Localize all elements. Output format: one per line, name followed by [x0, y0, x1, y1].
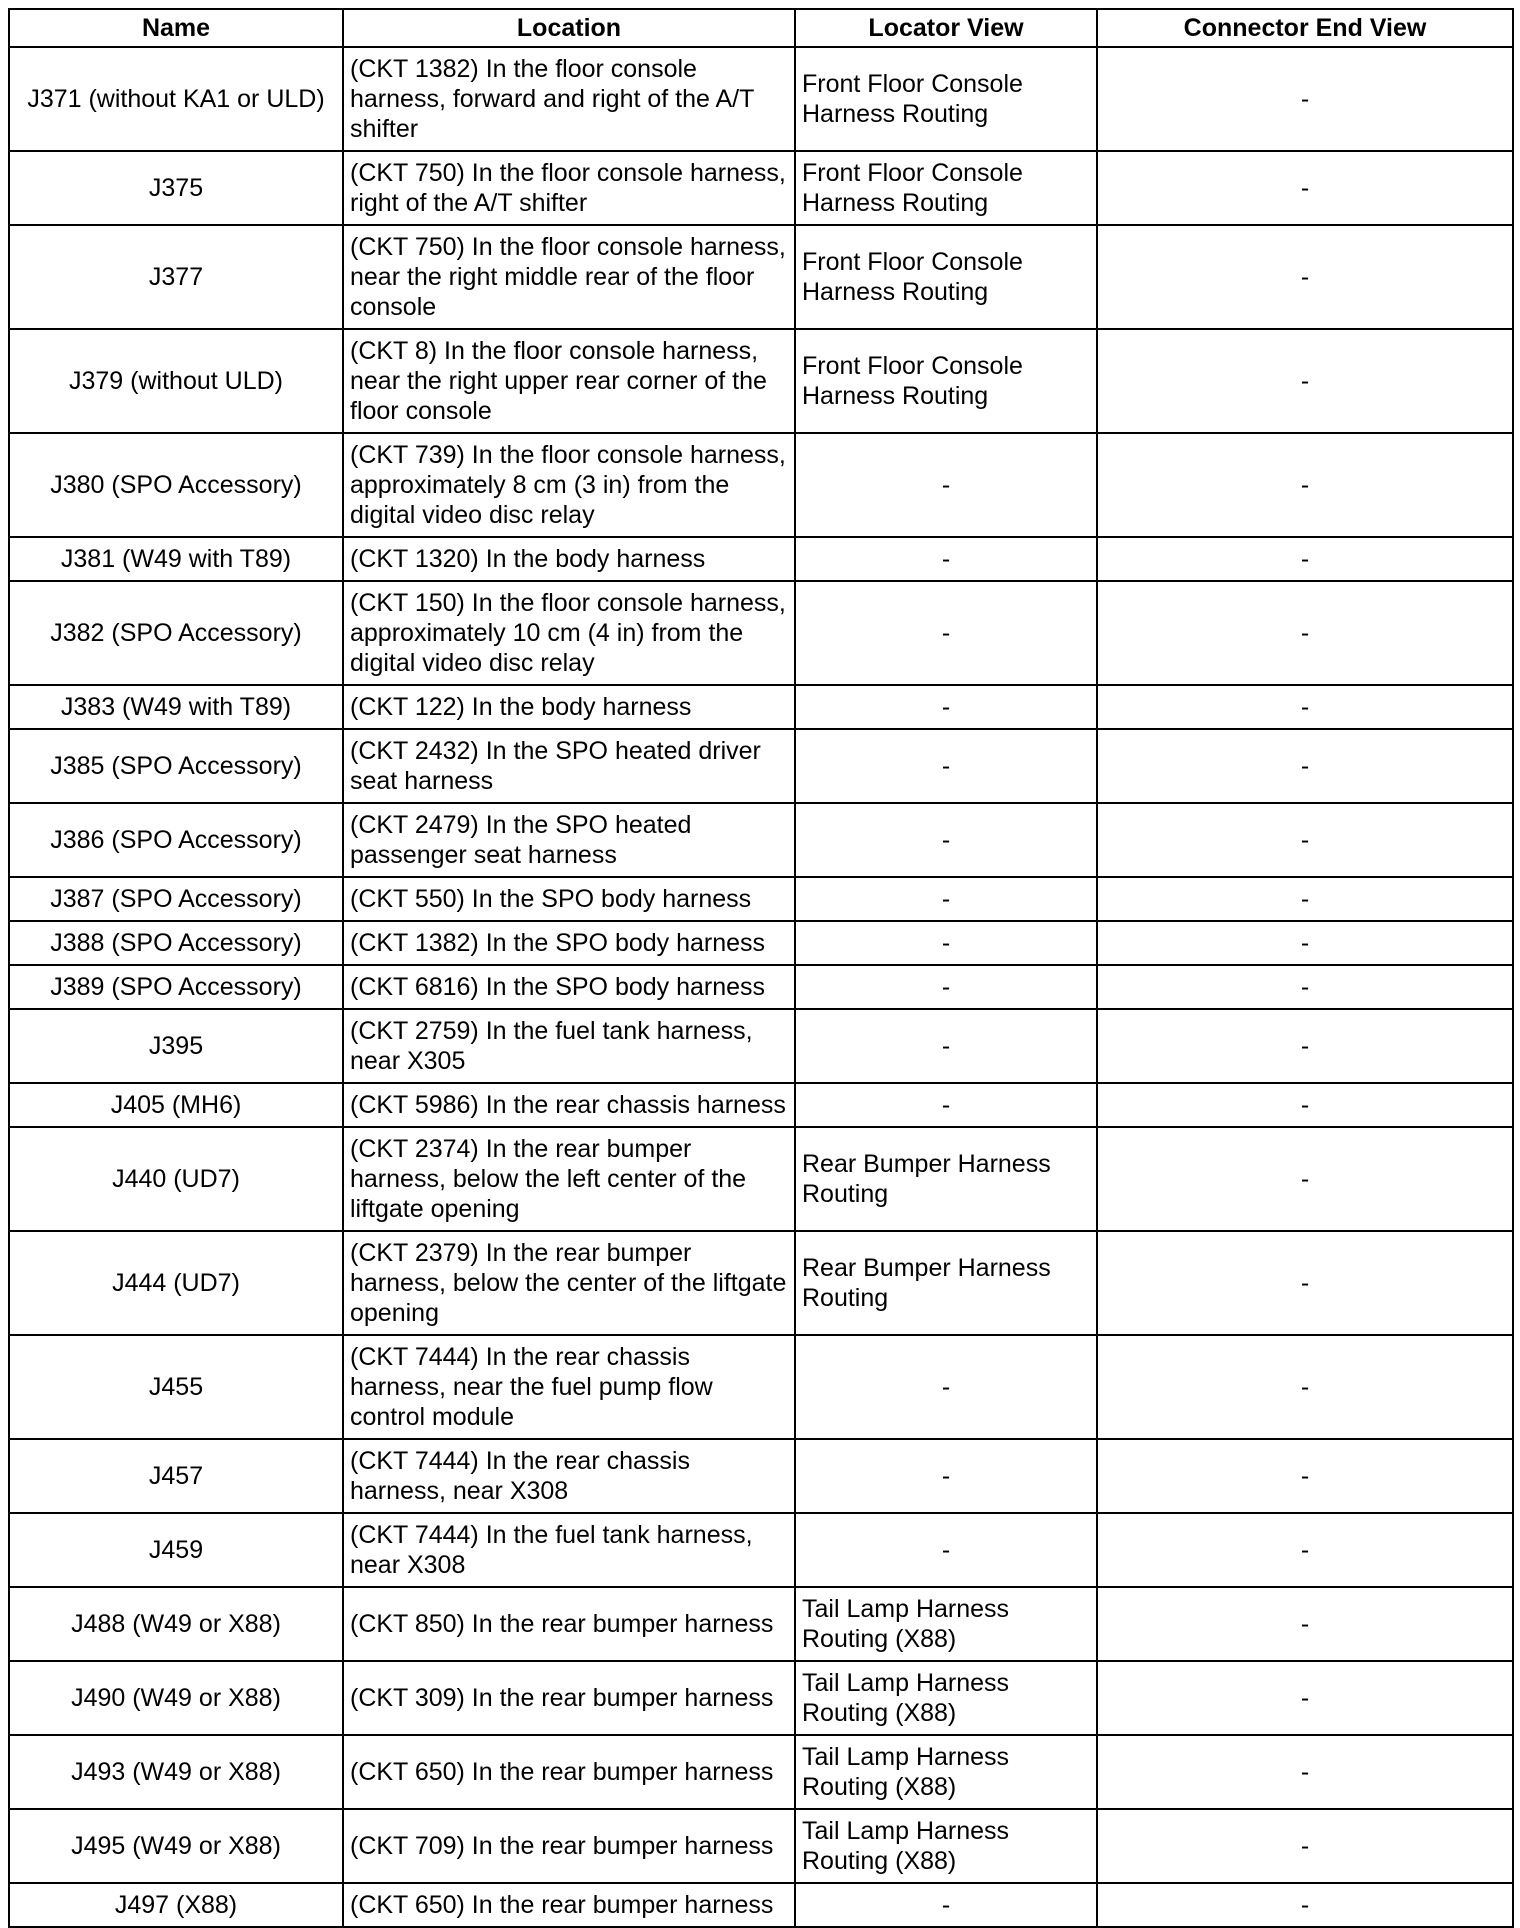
cell-locator-view: - — [795, 1439, 1097, 1513]
cell-location: (CKT 850) In the rear bumper harness — [343, 1587, 795, 1661]
cell-connector-end-view: - — [1097, 729, 1513, 803]
table-row — [9, 1127, 1513, 1231]
table-row — [9, 47, 1513, 151]
cell-connector-end-view: - — [1097, 1335, 1513, 1439]
cell-name: J380 (SPO Accessory) — [9, 433, 343, 537]
cell-connector-end-view: - — [1097, 1883, 1513, 1927]
splice-table-container — [8, 8, 1512, 1928]
cell-connector-end-view: - — [1097, 1587, 1513, 1661]
cell-locator-view: - — [795, 803, 1097, 877]
cell-connector-end-view: - — [1097, 877, 1513, 921]
cell-connector-end-view: - — [1097, 685, 1513, 729]
cell-connector-end-view: - — [1097, 1735, 1513, 1809]
cell-locator-view: - — [795, 685, 1097, 729]
table-row — [9, 151, 1513, 225]
table-row — [9, 225, 1513, 329]
cell-name: J375 — [9, 151, 343, 225]
table-row — [9, 877, 1513, 921]
cell-name: J490 (W49 or X88) — [9, 1661, 343, 1735]
table-row — [9, 1883, 1513, 1927]
table-row — [9, 1335, 1513, 1439]
table-row — [9, 921, 1513, 965]
header-row — [9, 9, 1513, 47]
cell-location: (CKT 709) In the rear bumper harness — [343, 1809, 795, 1883]
cell-location: (CKT 750) In the floor console harness, near the right middle rear of the floor console — [343, 225, 795, 329]
table-row — [9, 329, 1513, 433]
cell-locator-view: - — [795, 729, 1097, 803]
cell-location: (CKT 7444) In the rear chassis harness, near X308 — [343, 1439, 795, 1513]
cell-name: J386 (SPO Accessory) — [9, 803, 343, 877]
cell-location: (CKT 1382) In the floor console harness, forward and right of the A/T shifter — [343, 47, 795, 151]
table-row — [9, 1231, 1513, 1335]
cell-name: J457 — [9, 1439, 343, 1513]
cell-location: (CKT 650) In the rear bumper harness — [343, 1883, 795, 1927]
cell-location: (CKT 650) In the rear bumper harness — [343, 1735, 795, 1809]
cell-connector-end-view: - — [1097, 1009, 1513, 1083]
cell-connector-end-view: - — [1097, 1439, 1513, 1513]
cell-name: J385 (SPO Accessory) — [9, 729, 343, 803]
cell-locator-view: - — [795, 1009, 1097, 1083]
table-row — [9, 729, 1513, 803]
cell-location: (CKT 2479) In the SPO heated passenger seat harness — [343, 803, 795, 877]
cell-locator-view: - — [795, 921, 1097, 965]
cell-location: (CKT 1320) In the body harness — [343, 537, 795, 581]
cell-locator-view: Front Floor Console Harness Routing — [795, 47, 1097, 151]
table-row — [9, 537, 1513, 581]
cell-locator-view: - — [795, 877, 1097, 921]
cell-locator-view: Front Floor Console Harness Routing — [795, 225, 1097, 329]
cell-locator-view: Rear Bumper Harness Routing — [795, 1127, 1097, 1231]
cell-name: J388 (SPO Accessory) — [9, 921, 343, 965]
cell-locator-view: Front Floor Console Harness Routing — [795, 329, 1097, 433]
table-row — [9, 965, 1513, 1009]
cell-name: J497 (X88) — [9, 1883, 343, 1927]
cell-location: (CKT 2759) In the fuel tank harness, near X305 — [343, 1009, 795, 1083]
table-row — [9, 581, 1513, 685]
cell-location: (CKT 1382) In the SPO body harness — [343, 921, 795, 965]
cell-locator-view: - — [795, 1335, 1097, 1439]
cell-location: (CKT 550) In the SPO body harness — [343, 877, 795, 921]
cell-connector-end-view: - — [1097, 965, 1513, 1009]
cell-name: J387 (SPO Accessory) — [9, 877, 343, 921]
cell-connector-end-view: - — [1097, 1513, 1513, 1587]
cell-name: J444 (UD7) — [9, 1231, 343, 1335]
cell-location: (CKT 8) In the floor console harness, near the right upper rear corner of the floor console — [343, 329, 795, 433]
cell-location: (CKT 6816) In the SPO body harness — [343, 965, 795, 1009]
cell-locator-view: - — [795, 1513, 1097, 1587]
cell-location: (CKT 7444) In the rear chassis harness, near the fuel pump flow control module — [343, 1335, 795, 1439]
cell-connector-end-view: - — [1097, 537, 1513, 581]
cell-location: (CKT 5986) In the rear chassis harness — [343, 1083, 795, 1127]
cell-name: J381 (W49 with T89) — [9, 537, 343, 581]
cell-connector-end-view: - — [1097, 151, 1513, 225]
cell-location: (CKT 739) In the floor console harness, approximately 8 cm (3 in) from the digital video disc relay — [343, 433, 795, 537]
table-row — [9, 1009, 1513, 1083]
cell-connector-end-view: - — [1097, 433, 1513, 537]
cell-locator-view: Tail Lamp Harness Routing (X88) — [795, 1809, 1097, 1883]
cell-name: J395 — [9, 1009, 343, 1083]
cell-connector-end-view: - — [1097, 1231, 1513, 1335]
cell-connector-end-view: - — [1097, 329, 1513, 433]
table-row — [9, 685, 1513, 729]
header-connector-end-view: Connector End View — [1097, 9, 1513, 47]
cell-locator-view: - — [795, 965, 1097, 1009]
cell-locator-view: Tail Lamp Harness Routing (X88) — [795, 1587, 1097, 1661]
table-row — [9, 1513, 1513, 1587]
cell-locator-view: - — [795, 433, 1097, 537]
header-locator-view: Locator View — [795, 9, 1097, 47]
cell-connector-end-view: - — [1097, 225, 1513, 329]
cell-connector-end-view: - — [1097, 47, 1513, 151]
cell-location: (CKT 7444) In the fuel tank harness, near X308 — [343, 1513, 795, 1587]
cell-locator-view: - — [795, 1883, 1097, 1927]
cell-connector-end-view: - — [1097, 1083, 1513, 1127]
table-row — [9, 433, 1513, 537]
table-row — [9, 803, 1513, 877]
cell-location: (CKT 122) In the body harness — [343, 685, 795, 729]
table-row — [9, 1439, 1513, 1513]
table-row — [9, 1083, 1513, 1127]
table-row — [9, 1587, 1513, 1661]
cell-locator-view: Tail Lamp Harness Routing (X88) — [795, 1661, 1097, 1735]
cell-connector-end-view: - — [1097, 1809, 1513, 1883]
cell-locator-view: - — [795, 581, 1097, 685]
cell-locator-view: Rear Bumper Harness Routing — [795, 1231, 1097, 1335]
cell-name: J493 (W49 or X88) — [9, 1735, 343, 1809]
cell-name: J488 (W49 or X88) — [9, 1587, 343, 1661]
table-row — [9, 1661, 1513, 1735]
cell-connector-end-view: - — [1097, 803, 1513, 877]
cell-location: (CKT 2379) In the rear bumper harness, below the center of the liftgate opening — [343, 1231, 795, 1335]
cell-connector-end-view: - — [1097, 1127, 1513, 1231]
cell-locator-view: Tail Lamp Harness Routing (X88) — [795, 1735, 1097, 1809]
cell-location: (CKT 2432) In the SPO heated driver seat harness — [343, 729, 795, 803]
cell-location: (CKT 2374) In the rear bumper harness, below the left center of the liftgate opening — [343, 1127, 795, 1231]
cell-name: J382 (SPO Accessory) — [9, 581, 343, 685]
cell-name: J440 (UD7) — [9, 1127, 343, 1231]
cell-name: J377 — [9, 225, 343, 329]
cell-name: J405 (MH6) — [9, 1083, 343, 1127]
cell-name: J383 (W49 with T89) — [9, 685, 343, 729]
table-row — [9, 1735, 1513, 1809]
cell-name: J389 (SPO Accessory) — [9, 965, 343, 1009]
cell-locator-view: - — [795, 1083, 1097, 1127]
header-location: Location — [343, 9, 795, 47]
cell-location: (CKT 150) In the floor console harness, approximately 10 cm (4 in) from the digital video disc relay — [343, 581, 795, 685]
cell-name: J371 (without KA1 or ULD) — [9, 47, 343, 151]
cell-name: J455 — [9, 1335, 343, 1439]
table-row — [9, 1809, 1513, 1883]
cell-location: (CKT 309) In the rear bumper harness — [343, 1661, 795, 1735]
cell-name: J379 (without ULD) — [9, 329, 343, 433]
cell-locator-view: - — [795, 537, 1097, 581]
cell-locator-view: Front Floor Console Harness Routing — [795, 151, 1097, 225]
cell-connector-end-view: - — [1097, 921, 1513, 965]
header-name: Name — [9, 9, 343, 47]
cell-name: J495 (W49 or X88) — [9, 1809, 343, 1883]
cell-connector-end-view: - — [1097, 581, 1513, 685]
cell-connector-end-view: - — [1097, 1661, 1513, 1735]
cell-location: (CKT 750) In the floor console harness, right of the A/T shifter — [343, 151, 795, 225]
splice-table — [8, 8, 1514, 1928]
cell-name: J459 — [9, 1513, 343, 1587]
